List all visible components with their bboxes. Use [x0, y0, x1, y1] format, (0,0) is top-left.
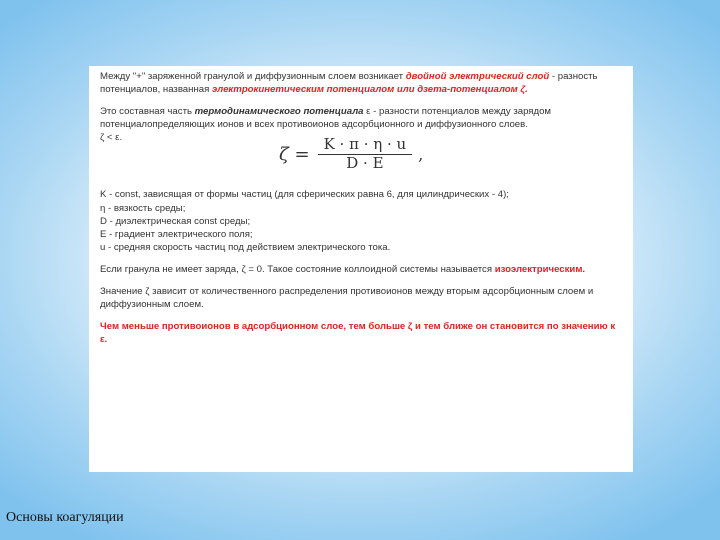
term-thermodynamic-potential: термодинамического потенциала — [194, 106, 364, 118]
formula-numerator: K · π · η · u — [318, 138, 413, 154]
paragraph-zeta-dependence — [100, 285, 623, 311]
slide-caption: Основы коагуляции — [6, 510, 124, 525]
term-zeta-potential: электрокинетическим потенциалом или дзета-потенциалом ζ. — [211, 84, 528, 96]
term-isoelectric: изоэлектрическим. — [494, 263, 586, 275]
text-segment: - разность потенциалов, названная — [100, 71, 598, 96]
definitions-list — [100, 188, 623, 253]
text-segment: Чем меньше противоионов в адсорбционном слое, тем больше ζ и тем ближе он становится по значению к ε. — [100, 321, 616, 346]
text-segment: ε - разности потенциалов между зарядом потенциалопределяющих ионов и всех противоионов адсорбционного и диффузионного слоев. — [100, 106, 552, 131]
term-double-electric-layer: двойной электрический слой — [405, 71, 550, 82]
zeta-inequality: ζ < ε. — [100, 132, 123, 144]
text-segment: Это составная часть — [100, 106, 195, 118]
formula-trailing-comma: , — [418, 144, 424, 164]
definition-item: K - const, зависящая от формы частиц (для сферических равна 6, для цилиндрических - 4); — [100, 189, 509, 201]
formula-fraction — [318, 135, 413, 172]
text-segment: Если гранула не имеет заряда, ζ = 0. Такое состояние коллоидной системы называется — [100, 263, 495, 275]
text-segment: Значение ζ зависит от количественного распределения противоионов между вторым адсорбционным слоем и диффузионным слоем. — [100, 286, 594, 311]
definition-item: u - средняя скорость частиц под действием электрического тока. — [100, 241, 391, 253]
definition-item: E - градиент электрического поля; — [100, 228, 253, 240]
paragraph-conclusion — [100, 320, 623, 346]
text-segment: Между "+" заряженной гранулой и диффузионным слоем возникает — [100, 71, 406, 82]
definition-item: D - диэлектрическая const среды; — [100, 215, 251, 227]
definition-item: η - вязкость среды; — [100, 202, 186, 214]
paragraph-double-layer — [100, 70, 623, 96]
zeta-formula — [279, 135, 424, 172]
formula-lhs: ζ = — [279, 143, 310, 165]
paragraph-isoelectric — [100, 263, 623, 276]
slide-content-panel — [89, 66, 633, 472]
formula-denominator: D · E — [346, 153, 384, 172]
paragraph-thermodynamic-potential — [100, 105, 623, 131]
formula-row — [100, 135, 623, 182]
